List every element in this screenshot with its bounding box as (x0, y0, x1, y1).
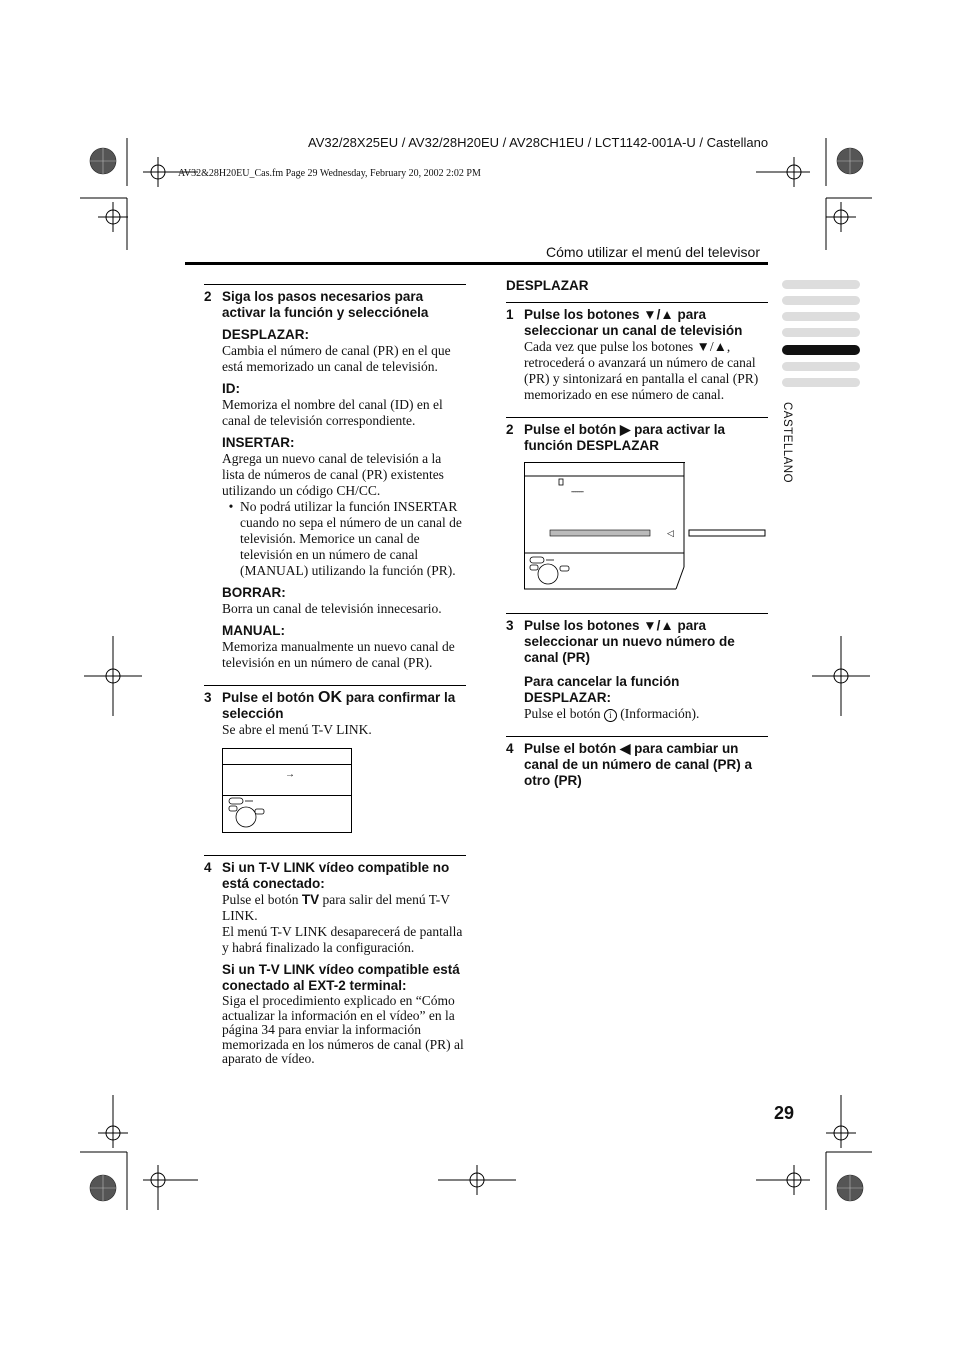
option-text: Memoriza el nombre del canal (ID) en el canal de televisión correspondiente. (222, 397, 443, 428)
right-column (506, 278, 768, 803)
step-text: El menú T-V LINK desaparecerá de pantalla y habrá finalizado la configuración. (222, 924, 463, 955)
step-title: Pulse el botón ◀ para cambiar un canal de un número de canal (PR) a otro (PR) (524, 741, 753, 788)
left-column (204, 284, 466, 1081)
file-info: AV32&28H20EU_Cas.fm Page 29 Wednesday, February 20, 2002 2:02 PM (178, 168, 481, 179)
right-heading: DESPLAZAR (506, 278, 589, 293)
option-label: DESPLAZAR: (222, 327, 309, 342)
step-title: Siga los pasos necesarios para activar la función y selecciónela (222, 289, 429, 320)
step-text: Cada vez que pulse los botones ▼/▲, retrocederá o avanzará un número de canal (PR) y sintonizará en pantalla el canal (PR) memorizado en ese número de canal. (524, 339, 759, 402)
tv-link-menu-screen (222, 748, 352, 833)
displace-menu-screen (524, 462, 685, 589)
side-tab (782, 296, 860, 305)
option-text: Memoriza manualmente un nuevo canal de televisión en un número de canal (PR). (222, 639, 455, 670)
option-label: ID: (222, 381, 240, 396)
step-2: 2 Siga los pasos necesarios para activar la función y selecciónela DESPLAZAR: Cambia el número de canal (PR) en el que está memorizado un canal de televisión. ID: Memoriza el nombre del canal (ID) en el canal de televisión correspondiente. INSERTAR: Agrega un nuevo canal de televisión a la lista de números de canal (PR) existentes utilizando un código CH/CC. • No podrá utilizar la función INSERTAR cuando no sepa el número de un canal de televisión. Memorice un canal de televisión en un número de canal (MANUAL) utilizando la función (PR). BORRAR: Borra un canal de televisión innecesario. MANUAL: Memoriza manualmente un nuevo canal de televisión en un número de canal (PR). (204, 284, 466, 671)
step-title: Pulse los botones ▼/▲ para seleccionar un nuevo número de canal (PR) (524, 618, 735, 665)
side-tab (782, 312, 860, 321)
model-header: AV32/28X25EU / AV32/28H20EU / AV28CH1EU / LCT1142-001A-U / Castellano (308, 135, 769, 150)
option-label: MANUAL: (222, 623, 285, 638)
info-key-icon: i (604, 709, 617, 722)
step-text: Siga el procedimiento explicado en “Cómo actualizar la información en el vídeo” en la página 34 para enviar la información memorizada en los números de canal (PR) al aparato de vídeo. (222, 993, 464, 1066)
option-text: Agrega un nuevo canal de televisión a la lista de números de canal (PR) existentes utilizando un código CH/CC. (222, 451, 444, 498)
tv-key-icon: TV (301, 892, 320, 907)
step-4: 4 Si un T-V LINK vídeo compatible no está conectado: Pulse el botón TV para salir del menú T-V LINK. El menú T-V LINK desaparecerá de pantalla y habrá finalizado la configuración. Si un T-V LINK vídeo compatible está conectado al EXT-2 terminal: Siga el procedimiento explicado en “Cómo actualizar la información en el vídeo” en la página 34 para enviar la información memorizada en los números de canal (PR) al aparato de vídeo. (204, 855, 466, 1067)
side-tab (782, 362, 860, 371)
screen-frame (524, 462, 788, 592)
section-title: Cómo utilizar el menú del televisor (546, 244, 760, 260)
step-2: 2 Pulse el botón ▶ para activar la función DESPLAZAR ------ ◁ (506, 417, 768, 589)
menu-arrow-icon: → (285, 769, 295, 780)
step-3: 3 Pulse los botones ▼/▲ para seleccionar un nuevo número de canal (PR) Para cancelar la función DESPLAZAR: Pulse el botón i (Información). (506, 613, 768, 722)
page-number: 29 (774, 1103, 795, 1123)
option-label: INSERTAR: (222, 435, 295, 450)
side-tab (782, 328, 860, 337)
remote-buttons-icon (227, 797, 267, 831)
note-bullet: • No podrá utilizar la función INSERTAR cuando no sepa el número de un canal de televisión. Memorice un canal de televisión en un número de canal (MANUAL) utilizando la función (PR). (228, 499, 462, 578)
ok-key-icon: OK (318, 689, 343, 706)
step-text: Se abre el menú T-V LINK. (222, 722, 372, 737)
step-title: Pulse los botones ▼/▲ para seleccionar un canal de televisión (524, 307, 743, 338)
side-tab (782, 280, 860, 289)
step-3: 3 Pulse el botón OK para confirmar la selección Se abre el menú T-V LINK. → (204, 685, 466, 833)
step-4: 4 Pulse el botón ◀ para cambiar un canal de un número de canal (PR) a otro (PR) (506, 736, 768, 789)
option-text: Cambia el número de canal (PR) en el que está memorizado un canal de televisión. (222, 343, 451, 374)
step-text: Pulse el botón TV para salir del menú T-V LINK. (222, 892, 450, 923)
step-title: Pulse el botón OK para confirmar la selección (222, 689, 456, 721)
sub-heading: Si un T-V LINK vídeo compatible está conectado al EXT-2 terminal: (222, 962, 460, 993)
step-1: 1 Pulse los botones ▼/▲ para seleccionar un canal de televisión Cada vez que pulse los botones ▼/▲, retrocederá o avanzará un número de canal (PR) y sintonizará en pantalla el canal (PR) memorizado en ese número de canal. (506, 302, 768, 403)
header-rule (185, 262, 768, 265)
channel-dashes: ------ (571, 486, 583, 496)
pointer-icon: ◁ (667, 528, 674, 538)
step-text: Pulse el botón i (Información). (524, 706, 700, 721)
option-text: Borra un canal de televisión innecesario. (222, 601, 442, 616)
option-label: BORRAR: (222, 585, 286, 600)
step-title: Si un T-V LINK vídeo compatible no está conectado: (222, 860, 450, 891)
side-tab (782, 378, 860, 387)
side-tab-active (782, 345, 860, 355)
sub-heading: Para cancelar la función DESPLAZAR: (524, 674, 680, 705)
side-language-label: CASTELLANO (781, 402, 793, 484)
step-title: Pulse el botón ▶ para activar la función DESPLAZAR (524, 422, 725, 453)
